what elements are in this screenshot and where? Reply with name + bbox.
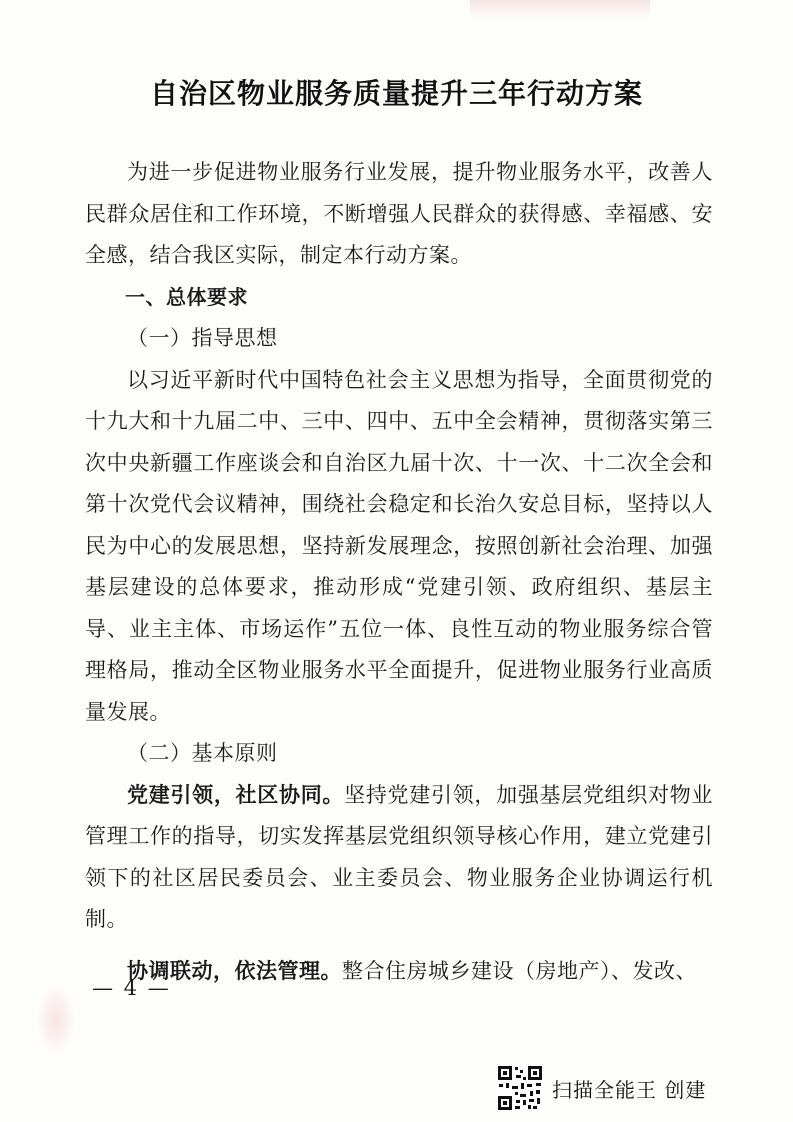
principle-text-coordination: 整合住房城乡建设（房地产）、发改、 [342, 958, 697, 983]
document-body [85, 152, 713, 992]
guiding-thought-paragraph: 以习近平新时代中国特色社会主义思想为指导，全面贯彻党的十九大和十九届二中、三中、四中、五中全会精神，贯彻落实第三次中央新疆工作座谈会和自治区九届十次、十一次、十二次全会和第十次党代会议精神，围绕社会稳定和长治久安总目标，坚持以人民为中心的发展思想，坚持新发展理念，按照创新社会治理、加强基层建设的总体要求，推动形成“党建引领、政府组织、基层主导、业主主体、市场运作”五位一体、良性互动的物业服务综合管理格局，推动全区物业服务水平全面提升，促进物业服务行业高质量发展。 [85, 367, 713, 724]
principle-paragraph-coordination [85, 951, 713, 993]
principle-text-party-building: 坚持党建引领，加强基层党组织对物业管理工作的指导，切实发挥基层党组织领导核心作用，建立党建引领下的社区居民委员会、业主委员会、物业服务企业协调运行机制。 [85, 782, 714, 931]
scanner-watermark [496, 1064, 706, 1112]
intro-paragraph: 为进一步促进物业服务行业发展，提升物业服务水平，改善人民群众居住和工作环境，不断增强人民群众的获得感、幸福感、安全感，结合我区实际，制定本行动方案。 [85, 160, 713, 267]
document-title: 自治区物业服务质量提升三年行动方案 [149, 77, 643, 110]
scanner-app-label: 扫描全能王 创建 [552, 1077, 707, 1102]
red-stamp-fragment-top [470, 0, 650, 18]
section-heading-general-requirements: 一、总体要求 [125, 284, 248, 309]
subsection-heading-guiding-thought: （一）指导思想 [127, 326, 278, 350]
red-stamp-fragment-left [36, 985, 76, 1055]
principle-lead-party-building: 党建引领，社区协同。 [127, 782, 345, 807]
principle-lead-coordination: 协调联动，依法管理。 [127, 958, 342, 983]
subsection-heading-basic-principles: （二）基本原则 [127, 741, 278, 765]
qr-code-icon [496, 1064, 544, 1112]
page-number: — 4 — [92, 976, 171, 1000]
principle-paragraph-party-building [85, 775, 713, 941]
